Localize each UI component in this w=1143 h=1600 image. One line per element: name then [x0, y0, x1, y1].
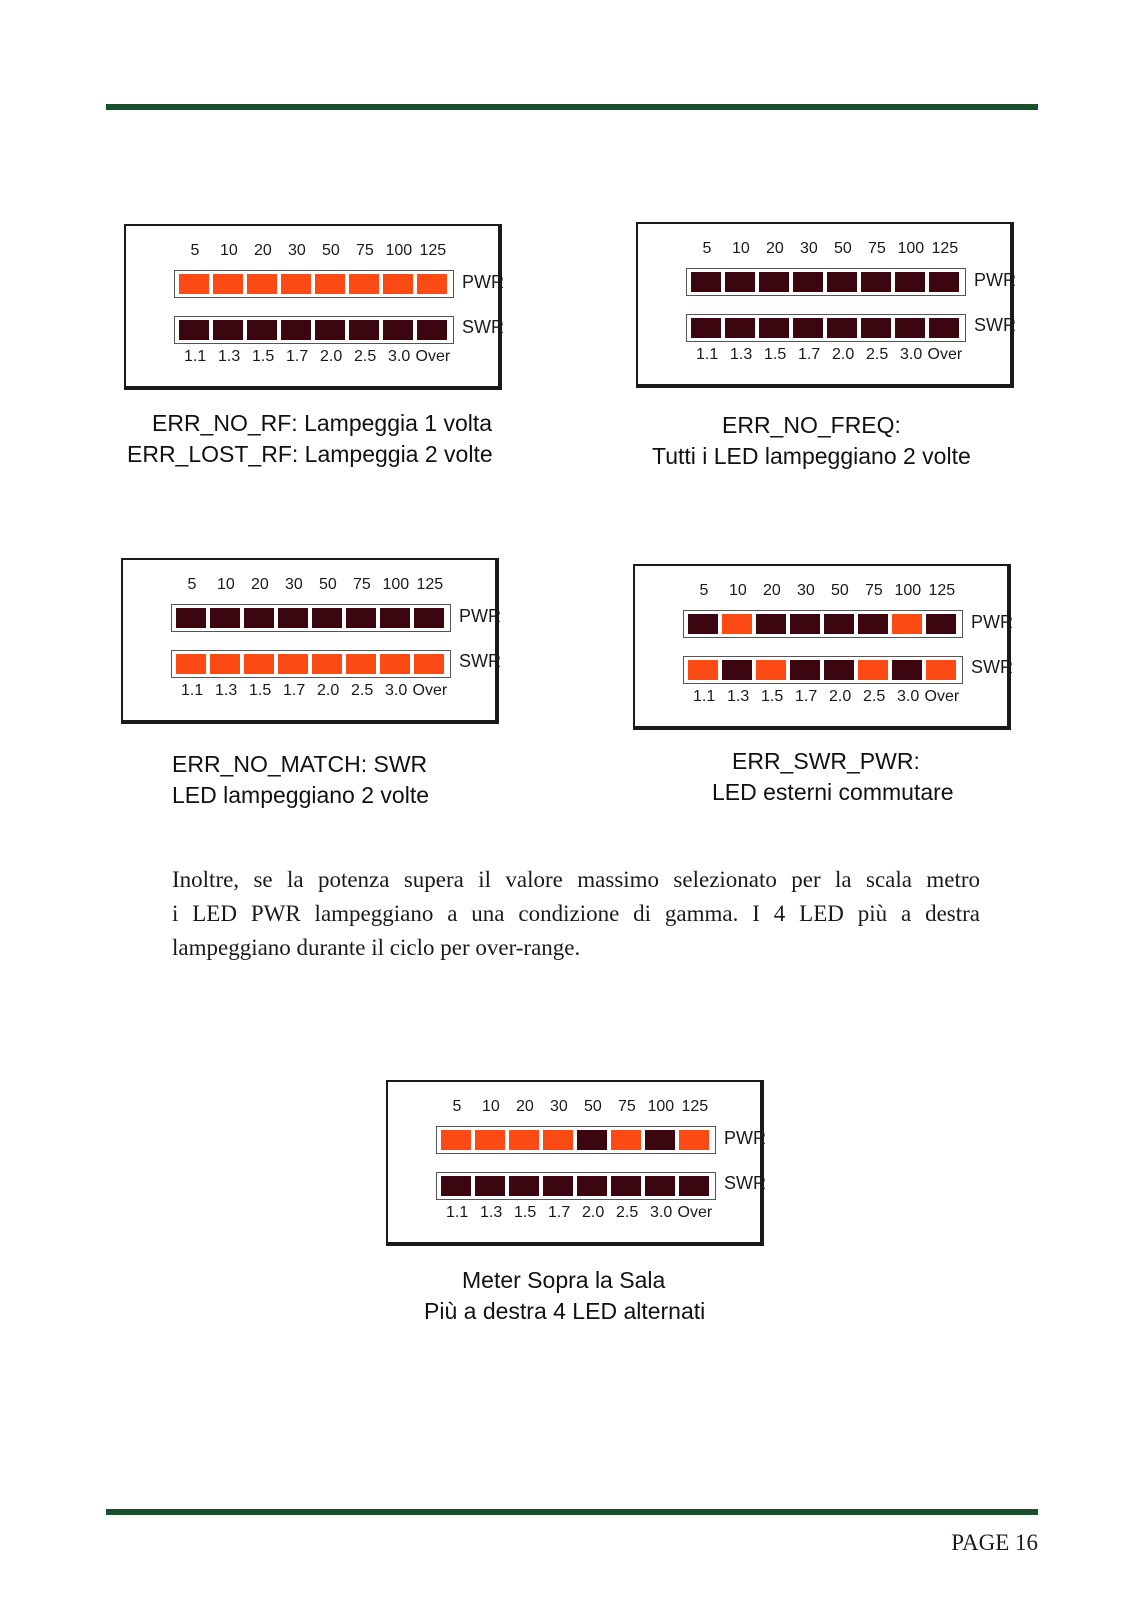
swr-scale-label: 2.0: [832, 346, 855, 363]
pwr-scale-label: 30: [800, 240, 818, 257]
swr-led-segment: [577, 1176, 607, 1196]
swr-led-segment: [312, 654, 342, 674]
paragraph-line: Inoltre, se la potenza supera il valore massimo selezionato per la scala metro: [172, 867, 980, 892]
swr-scale-label: 1.1: [696, 346, 719, 363]
pwr-led-segment: [380, 608, 410, 628]
pwr-scale-label: 20: [766, 240, 784, 257]
swr-scale: [683, 688, 983, 708]
caption-line: ERR_NO_MATCH: SWR: [172, 751, 428, 777]
pwr-led-segment: [679, 1130, 709, 1150]
caption-line: ERR_LOST_RF: Lampeggia 2 volte: [127, 441, 493, 467]
swr-led-segment: [349, 320, 379, 340]
swr-led-segment: [892, 660, 922, 680]
pwr-scale-label: 5: [190, 242, 200, 259]
swr-led-segment: [929, 318, 959, 338]
pwr-scale-label: 100: [647, 1098, 675, 1115]
swr-led-segment: [725, 318, 755, 338]
swr-led-segment: [176, 654, 206, 674]
swr-led-segment: [722, 660, 752, 680]
pwr-label: PWR: [974, 270, 1016, 290]
swr-scale: [174, 348, 474, 368]
swr-scale-label: 1.7: [286, 348, 309, 365]
swr-led-bar: [683, 656, 963, 684]
pwr-led-segment: [892, 614, 922, 634]
swr-label: SWR: [974, 315, 1016, 335]
pwr-scale-label: 20: [254, 242, 272, 259]
bottom-rule: [106, 1509, 1038, 1515]
swr-scale-label: 1.7: [798, 346, 821, 363]
pwr-scale-label: 5: [702, 240, 712, 257]
swr-led-segment: [213, 320, 243, 340]
pwr-scale-label: 100: [385, 242, 413, 259]
swr-scale-label: 2.0: [829, 688, 852, 705]
swr-led-bar: [436, 1172, 716, 1200]
pwr-scale-label: 125: [419, 242, 447, 259]
swr-scale-label: 1.3: [218, 348, 241, 365]
pwr-led-segment: [244, 608, 274, 628]
swr-led-bar: [174, 316, 454, 344]
page-number: PAGE 16: [951, 1530, 1038, 1555]
swr-label: SWR: [459, 651, 501, 671]
swr-led-segment: [756, 660, 786, 680]
pwr-led-segment: [611, 1130, 641, 1150]
swr-scale: [436, 1204, 736, 1224]
pwr-led-segment: [759, 272, 789, 292]
swr-led-segment: [790, 660, 820, 680]
pwr-scale-label: 10: [482, 1098, 500, 1115]
pwr-scale-label: 30: [550, 1098, 568, 1115]
paragraph-line: i LED PWR lampeggiano a una condizione di gamma. I 4 LED più a destra: [172, 901, 980, 926]
pwr-label: PWR: [462, 272, 504, 292]
pwr-led-segment: [346, 608, 376, 628]
pwr-scale-label: 75: [618, 1098, 636, 1115]
caption-line: LED lampeggiano 2 volte: [172, 782, 429, 808]
swr-scale-label: 1.3: [480, 1204, 503, 1221]
swr-scale-label: 3.0: [385, 682, 408, 699]
swr-scale-label: Over: [677, 1204, 713, 1221]
swr-scale-label: 2.0: [320, 348, 343, 365]
caption-line: ERR_NO_RF: Lampeggia 1 volta: [152, 410, 493, 436]
pwr-scale-label: 10: [220, 242, 238, 259]
pwr-scale-label: 75: [356, 242, 374, 259]
swr-scale-label: 3.0: [650, 1204, 673, 1221]
pwr-led-segment: [383, 274, 413, 294]
paragraph-line: lampeggiano durante il ciclo per over-range.: [172, 935, 581, 960]
pwr-scale-label: 50: [322, 242, 340, 259]
pwr-scale-label: 50: [584, 1098, 602, 1115]
pwr-led-segment: [475, 1130, 505, 1150]
pwr-led-segment: [895, 272, 925, 292]
swr-scale-label: 3.0: [388, 348, 411, 365]
pwr-led-segment: [756, 614, 786, 634]
swr-scale-label: Over: [412, 682, 448, 699]
pwr-scale: [683, 582, 983, 602]
pwr-led-bar: [436, 1126, 716, 1154]
pwr-scale-label: 20: [516, 1098, 534, 1115]
pwr-scale-label: 50: [831, 582, 849, 599]
pwr-scale-label: 75: [865, 582, 883, 599]
pwr-led-segment: [722, 614, 752, 634]
led-panel-no-match: [121, 558, 499, 724]
pwr-led-bar: [683, 610, 963, 638]
swr-scale-label: 1.7: [548, 1204, 571, 1221]
swr-led-segment: [346, 654, 376, 674]
pwr-led-segment: [688, 614, 718, 634]
swr-led-segment: [414, 654, 444, 674]
swr-label: SWR: [971, 657, 1013, 677]
swr-scale-label: Over: [927, 346, 963, 363]
swr-scale-label: 2.5: [866, 346, 889, 363]
swr-led-segment: [441, 1176, 471, 1196]
pwr-led-segment: [247, 274, 277, 294]
swr-led-segment: [247, 320, 277, 340]
caption-line: ERR_SWR_PWR:: [732, 748, 920, 774]
pwr-led-segment: [509, 1130, 539, 1150]
swr-led-segment: [759, 318, 789, 338]
pwr-scale-label: 30: [285, 576, 303, 593]
swr-led-segment: [543, 1176, 573, 1196]
swr-scale-label: 1.3: [727, 688, 750, 705]
pwr-scale-label: 5: [452, 1098, 462, 1115]
pwr-led-segment: [929, 272, 959, 292]
swr-scale-label: 1.1: [446, 1204, 469, 1221]
swr-label: SWR: [724, 1173, 766, 1193]
swr-led-segment: [926, 660, 956, 680]
swr-scale-label: 1.5: [514, 1204, 537, 1221]
pwr-scale-label: 30: [797, 582, 815, 599]
swr-scale-label: 1.3: [215, 682, 238, 699]
top-rule: [106, 104, 1038, 110]
pwr-led-segment: [725, 272, 755, 292]
swr-led-segment: [179, 320, 209, 340]
swr-led-segment: [688, 660, 718, 680]
pwr-led-segment: [926, 614, 956, 634]
pwr-led-bar: [686, 268, 966, 296]
caption-line: Più a destra 4 LED alternati: [424, 1298, 706, 1324]
pwr-label: PWR: [459, 606, 501, 626]
swr-scale-label: 1.1: [693, 688, 716, 705]
pwr-led-bar: [174, 270, 454, 298]
pwr-led-segment: [827, 272, 857, 292]
pwr-scale-label: 75: [868, 240, 886, 257]
pwr-scale-label: 5: [699, 582, 709, 599]
pwr-led-segment: [213, 274, 243, 294]
pwr-label: PWR: [724, 1128, 766, 1148]
led-panel-no-freq: [636, 222, 1014, 388]
caption-line: Tutti i LED lampeggiano 2 volte: [652, 443, 971, 469]
pwr-led-segment: [315, 274, 345, 294]
pwr-led-segment: [858, 614, 888, 634]
pwr-led-segment: [691, 272, 721, 292]
pwr-scale-label: 100: [382, 576, 410, 593]
pwr-scale-label: 125: [931, 240, 959, 257]
pwr-led-segment: [210, 608, 240, 628]
pwr-scale-label: 50: [319, 576, 337, 593]
swr-scale-label: 1.1: [184, 348, 207, 365]
pwr-led-segment: [414, 608, 444, 628]
swr-scale-label: Over: [415, 348, 451, 365]
swr-label: SWR: [462, 317, 504, 337]
pwr-led-segment: [417, 274, 447, 294]
caption-line: ERR_NO_FREQ:: [722, 412, 901, 438]
pwr-led-segment: [176, 608, 206, 628]
pwr-led-segment: [790, 614, 820, 634]
swr-led-segment: [278, 654, 308, 674]
swr-scale-label: 2.5: [616, 1204, 639, 1221]
swr-scale-label: 1.5: [764, 346, 787, 363]
swr-scale-label: 1.5: [252, 348, 275, 365]
pwr-led-segment: [281, 274, 311, 294]
swr-led-segment: [827, 318, 857, 338]
pwr-scale-label: 125: [681, 1098, 709, 1115]
pwr-scale-label: 30: [288, 242, 306, 259]
led-panel-over-range: [386, 1080, 764, 1246]
pwr-led-segment: [577, 1130, 607, 1150]
swr-scale-label: Over: [924, 688, 960, 705]
swr-scale-label: 2.0: [317, 682, 340, 699]
pwr-scale: [686, 240, 986, 260]
pwr-led-segment: [543, 1130, 573, 1150]
swr-scale-label: 1.3: [730, 346, 753, 363]
swr-led-segment: [244, 654, 274, 674]
swr-led-segment: [315, 320, 345, 340]
pwr-scale-label: 20: [251, 576, 269, 593]
swr-scale-label: 3.0: [897, 688, 920, 705]
led-panel-no-rf: [124, 224, 502, 390]
swr-scale-label: 2.0: [582, 1204, 605, 1221]
swr-scale-label: 1.1: [181, 682, 204, 699]
swr-led-segment: [417, 320, 447, 340]
pwr-led-segment: [793, 272, 823, 292]
pwr-scale-label: 20: [763, 582, 781, 599]
swr-scale: [686, 346, 986, 366]
swr-led-segment: [210, 654, 240, 674]
swr-led-segment: [691, 318, 721, 338]
pwr-scale-label: 100: [894, 582, 922, 599]
swr-scale-label: 1.5: [761, 688, 784, 705]
pwr-led-segment: [824, 614, 854, 634]
pwr-scale-label: 10: [217, 576, 235, 593]
caption-line: Meter Sopra la Sala: [462, 1267, 666, 1293]
swr-led-bar: [171, 650, 451, 678]
swr-led-segment: [895, 318, 925, 338]
swr-led-segment: [281, 320, 311, 340]
swr-led-segment: [858, 660, 888, 680]
swr-led-segment: [383, 320, 413, 340]
pwr-led-bar: [171, 604, 451, 632]
caption-line: LED esterni commutare: [712, 779, 954, 805]
pwr-led-segment: [179, 274, 209, 294]
pwr-scale-label: 75: [353, 576, 371, 593]
swr-scale-label: 2.5: [863, 688, 886, 705]
pwr-scale-label: 125: [928, 582, 956, 599]
pwr-led-segment: [349, 274, 379, 294]
swr-led-segment: [611, 1176, 641, 1196]
pwr-led-segment: [861, 272, 891, 292]
swr-led-segment: [509, 1176, 539, 1196]
pwr-led-segment: [278, 608, 308, 628]
swr-scale-label: 1.5: [249, 682, 272, 699]
swr-led-segment: [380, 654, 410, 674]
swr-led-segment: [824, 660, 854, 680]
pwr-scale: [171, 576, 471, 596]
swr-led-segment: [645, 1176, 675, 1196]
pwr-scale-label: 125: [416, 576, 444, 593]
swr-scale-label: 3.0: [900, 346, 923, 363]
swr-led-segment: [475, 1176, 505, 1196]
swr-scale: [171, 682, 471, 702]
swr-led-bar: [686, 314, 966, 342]
led-panel-swr-pwr: [633, 564, 1011, 730]
swr-scale-label: 2.5: [354, 348, 377, 365]
pwr-led-segment: [312, 608, 342, 628]
pwr-scale-label: 10: [732, 240, 750, 257]
swr-led-segment: [861, 318, 891, 338]
swr-led-segment: [679, 1176, 709, 1196]
pwr-led-segment: [645, 1130, 675, 1150]
body-paragraph: [172, 863, 980, 965]
swr-scale-label: 2.5: [351, 682, 374, 699]
swr-scale-label: 1.7: [795, 688, 818, 705]
pwr-scale: [436, 1098, 736, 1118]
pwr-scale-label: 50: [834, 240, 852, 257]
pwr-scale: [174, 242, 474, 262]
pwr-scale-label: 5: [187, 576, 197, 593]
swr-led-segment: [793, 318, 823, 338]
pwr-scale-label: 100: [897, 240, 925, 257]
swr-scale-label: 1.7: [283, 682, 306, 699]
pwr-scale-label: 10: [729, 582, 747, 599]
pwr-label: PWR: [971, 612, 1013, 632]
pwr-led-segment: [441, 1130, 471, 1150]
